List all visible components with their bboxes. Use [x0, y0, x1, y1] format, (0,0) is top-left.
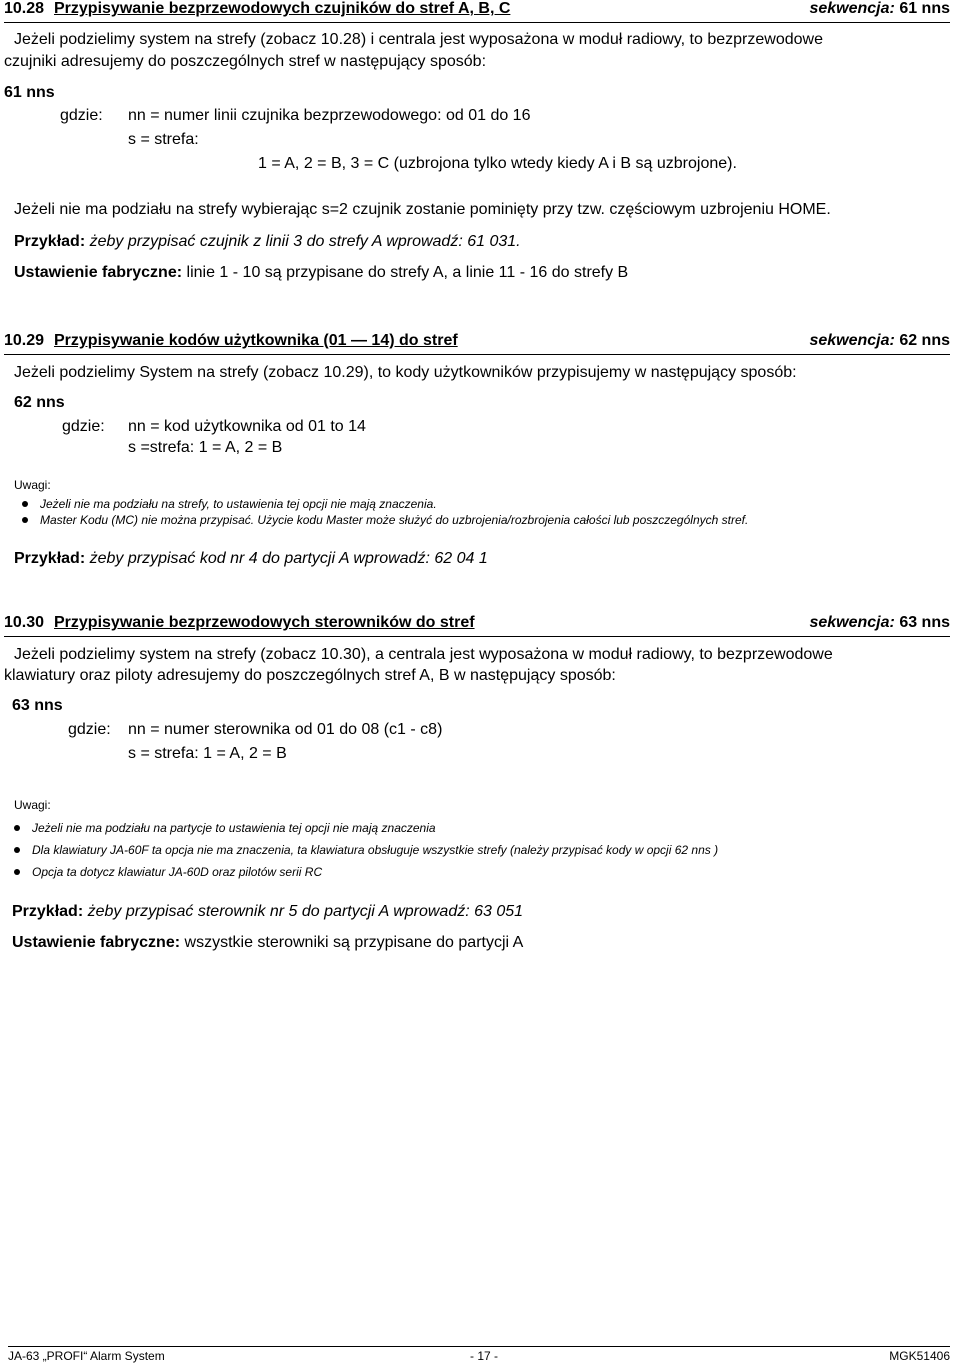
footer-left: JA-63 „PROFI“ Alarm System — [8, 1349, 165, 1363]
paragraph: Jeżeli podzielimy system na strefy (zobacz 10.30), a centrala jest wyposażona w moduł radiowy, to bezprzewodowe — [14, 646, 833, 663]
footer-right: MGK51406 — [889, 1349, 950, 1363]
s-values: 1 = A, 2 = B, 3 = C (uzbrojona tylko wtedy kiedy A i B są uzbrojone). — [258, 155, 737, 172]
paragraph: czujniki adresujemy do poszczególnych stref w następujący sposób: — [4, 53, 487, 70]
s-definition: s = strefa: 1 = A, 2 = B — [128, 745, 287, 762]
bullet-icon — [22, 501, 28, 507]
note: Jeżeli nie ma podziału na strefy wybierając s=2 czujnik zostanie pominięty przy tzw. częściowym uzbrojeniu HOME. — [14, 201, 831, 218]
section-title: Przypisywanie bezprzewodowych czujników do stref A, B, C — [54, 0, 511, 17]
s-definition: s =strefa: 1 = A, 2 = B — [128, 439, 283, 456]
notes-label: Uwagi: — [14, 798, 51, 812]
notes-label: Uwagi: — [14, 478, 51, 492]
list-item: Dla klawiatury JA-60F ta opcja nie ma znaczenia, ta klawiatura obsługuje wszystkie strefy (należy przypisać kody w opcji 62 nns ) — [14, 843, 718, 857]
sequence-code: 61 nns — [4, 84, 55, 101]
page-footer — [8, 1346, 950, 1363]
factory-setting: Ustawienie fabryczne: linie 1 - 10 są przypisane do strefy A, a linie 11 - 16 do strefy B — [14, 264, 629, 281]
sequence: sekwencja: 63 nns — [809, 614, 950, 631]
example: Przykład: żeby przypisać sterownik nr 5 do partycji A wprowadź: 63 051 — [12, 903, 524, 920]
example: Przykład: żeby przypisać czujnik z linii 3 do strefy A wprowadź: 61 031. — [14, 233, 521, 250]
bullet-icon — [22, 517, 28, 523]
list-item: Jeżeli nie ma podziału na partycje to ustawienia tej opcji nie mają znaczenia — [14, 821, 436, 835]
section-header-10-28 — [4, 0, 950, 23]
bullet-icon — [14, 847, 20, 853]
sequence: sekwencja: 61 nns — [809, 0, 950, 17]
bullet-icon — [14, 825, 20, 831]
bullet-icon — [14, 869, 20, 875]
sequence: sekwencja: 62 nns — [809, 332, 950, 349]
nn-definition: nn = numer linii czujnika bezprzewodowego: od 01 do 16 — [128, 107, 531, 124]
nn-definition: nn = numer sterownika od 01 do 08 (c1 - c8) — [128, 721, 443, 738]
example: Przykład: żeby przypisać kod nr 4 do partycji A wprowadź: 62 04 1 — [14, 550, 488, 567]
paragraph: klawiatury oraz piloty adresujemy do poszczególnych stref A, B w następujący sposób: — [4, 667, 616, 684]
section-title: Przypisywanie bezprzewodowych sterowników do stref — [54, 614, 475, 631]
list-item: Jeżeli nie ma podziału na strefy, to ustawienia tej opcji nie mają znaczenia. — [22, 497, 437, 511]
section-header-10-29 — [4, 332, 950, 355]
sequence-code: 62 nns — [14, 394, 65, 411]
gdzie-label: gdzie: — [68, 721, 111, 738]
s-definition: s = strefa: — [128, 131, 199, 148]
paragraph: Jeżeli podzielimy System na strefy (zobacz 10.29), to kody użytkowników przypisujemy w następujący sposób: — [14, 364, 797, 381]
section-title: Przypisywanie kodów użytkownika (01 — 14) do stref — [54, 332, 458, 349]
gdzie-label: gdzie: — [62, 418, 105, 435]
section-number: 10.29 — [4, 332, 45, 349]
list-item: Opcja ta dotycz klawiatur JA-60D oraz pilotów serii RC — [14, 865, 322, 879]
sequence-code: 63 nns — [12, 697, 63, 714]
section-number: 10.28 — [4, 0, 45, 17]
list-item: Master Kodu (MC) nie można przypisać. Użycie kodu Master może służyć do uzbrojenia/rozbrojenia całości lub poszczególnych stref. — [22, 513, 748, 527]
factory-setting: Ustawienie fabryczne: wszystkie sterowniki są przypisane do partycji A — [12, 934, 524, 951]
paragraph: Jeżeli podzielimy system na strefy (zobacz 10.28) i centrala jest wyposażona w moduł radiowy, to bezprzewodowe — [14, 31, 823, 48]
section-header-10-30 — [4, 614, 950, 637]
gdzie-label: gdzie: — [60, 107, 103, 124]
page-number: - 17 - — [470, 1349, 499, 1363]
section-number: 10.30 — [4, 614, 45, 631]
nn-definition: nn = kod użytkownika od 01 to 14 — [128, 418, 366, 435]
